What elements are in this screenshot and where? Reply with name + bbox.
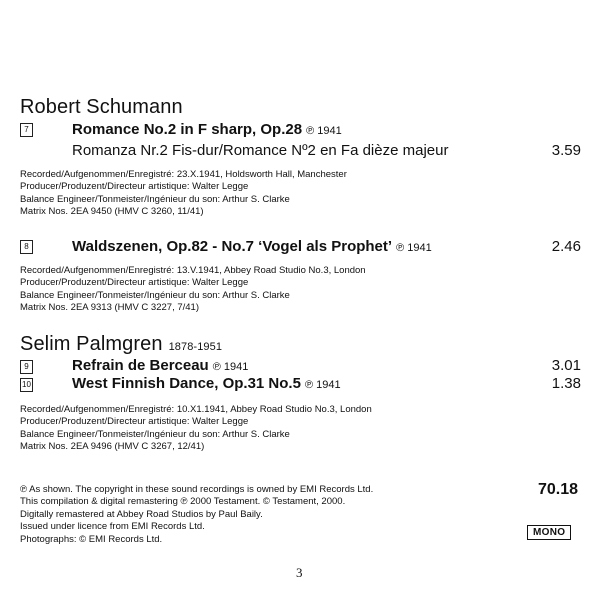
credit-line: Producer/Produzent/Directeur artistique: Walter Legge [20, 277, 249, 289]
credit-line: Matrix Nos. 2EA 9450 (HMV C 3260, 11/41) [20, 206, 204, 218]
track-duration: 3.59 [551, 142, 581, 159]
track-number-box: 10 [20, 378, 33, 392]
track-subtitle: Romanza Nr.2 Fis-dur/Romance Nº2 en Fa dièze majeur [72, 142, 449, 159]
track-title-text: West Finnish Dance, Op.31 No.5 [72, 375, 301, 392]
track-title [72, 357, 248, 374]
mono-badge: MONO [527, 525, 571, 540]
footer-line: This compilation & digital remastering ℗ 2000 Testament. © Testament, 2000. [20, 496, 346, 508]
total-duration: 70.18 [537, 481, 578, 498]
composer-dates: 1878-1951 [168, 341, 223, 353]
phonogram-mark: ℗ 1941 [212, 361, 249, 373]
credit-line: Recorded/Aufgenommen/Enregistré: 23.X.1941, Holdsworth Hall, Manchester [20, 169, 347, 180]
footer-line: Digitally remastered at Abbey Road Studios by Paul Baily. [20, 508, 263, 520]
phonogram-mark: ℗ 1941 [304, 379, 341, 391]
track-number-box: 9 [20, 360, 33, 374]
credit-line: Balance Engineer/Tonmeister/Ingénieur du son: Arthur S. Clarke [20, 289, 290, 301]
composer-name-text: Selim Palmgren [20, 333, 163, 355]
track-title [72, 121, 342, 138]
phonogram-mark: ℗ 1941 [306, 125, 342, 137]
recording-credits [20, 265, 366, 315]
recording-credits [20, 404, 372, 454]
footer-line: ℗ As shown. The copyright in these sound recordings is owned by EMI Records Ltd. [20, 484, 374, 495]
track-duration: 3.01 [551, 357, 581, 374]
track-duration: 2.46 [551, 238, 581, 255]
footer-line: Issued under licence from EMI Records Ltd. [20, 521, 205, 533]
credit-line: Producer/Produzent/Directeur artistique: Walter Legge [20, 416, 249, 428]
credit-line: Recorded/Aufgenommen/Enregistré: 13.V.1941, Abbey Road Studio No.3, London [20, 265, 366, 276]
credit-line: Recorded/Aufgenommen/Enregistré: 10.X1.1941, Abbey Road Studio No.3, London [20, 404, 372, 415]
credit-line: Matrix Nos. 2EA 9496 (HMV C 3267, 12/41) [20, 441, 205, 453]
phonogram-mark: ℗ 1941 [396, 242, 432, 254]
track-title-text: Romance No.2 in F sharp, Op.28 [72, 121, 303, 138]
recording-credits [20, 169, 347, 219]
track-title-text: Refrain de Berceau [72, 357, 209, 374]
footer-line: Photographs: © EMI Records Ltd. [20, 533, 163, 545]
track-number-box: 8 [20, 240, 33, 254]
page-number: 3 [296, 565, 303, 580]
track-duration: 1.38 [551, 375, 581, 392]
credit-line: Matrix Nos. 2EA 9313 (HMV C 3227, 7/41) [20, 302, 199, 314]
credit-line: Balance Engineer/Tonmeister/Ingénieur du son: Arthur S. Clarke [20, 193, 290, 205]
credit-line: Producer/Produzent/Directeur artistique: Walter Legge [20, 181, 249, 193]
composer-name [20, 333, 222, 356]
track-title [72, 375, 341, 392]
credit-line: Balance Engineer/Tonmeister/Ingénieur du son: Arthur S. Clarke [20, 428, 290, 440]
composer-name: Robert Schumann [20, 96, 183, 118]
track-title [72, 238, 432, 255]
track-title-text: Waldszenen, Op.82 - No.7 ‘Vogel als Prophet’ [72, 238, 393, 255]
track-number-box: 7 [20, 123, 33, 137]
copyright-notice [20, 484, 373, 546]
